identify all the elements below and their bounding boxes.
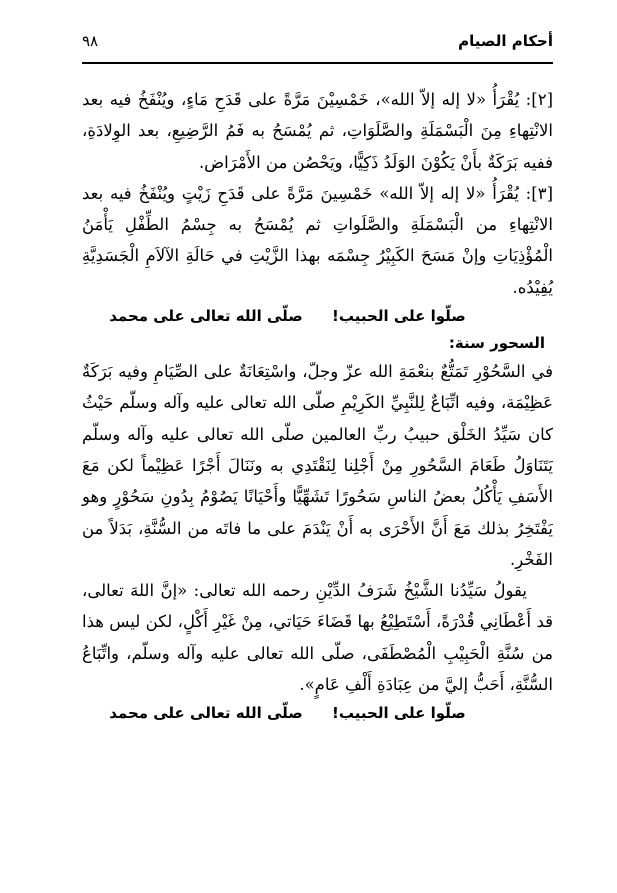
page-number: ٩٨ <box>82 32 99 50</box>
paragraph-item-2: [٢]: يُقْرَأُ «لا إله إلاّ الله»، خَمْسِيْنَ مَرَّةً على قَدَحِ مَاءٍ، ويُنْفَخُ فيه بعد الانْتِهاءِ مِنَ الْبَسْمَلَةِ والصَّلَوَاتِ، ثم يُمْسَحُ به فَمُ الرَّضِيعِ، بعد الوِلادَةِ، ففيه بَرَكَةٌ بأَنْ يَكُوْنَ الوَلَدُ ذَكِيًّا، ويَحْصُن من الأَمْرَاض. <box>82 90 553 172</box>
blessing-response: صلّى الله تعالى على محمد <box>109 704 303 723</box>
page-body <box>82 84 553 727</box>
blessing-call: صلّوا على الحبيب! <box>332 704 466 723</box>
header-divider <box>82 62 553 64</box>
blessing-response: صلّى الله تعالى على محمد <box>109 307 303 326</box>
blessing-line <box>82 303 553 330</box>
blessing-line-bottom <box>82 700 553 727</box>
paragraph-suhoor: في السَّحُوْرِ تَمَتُّعٌ بنعْمَةِ الله عزّ وجلّ، واسْتِعَانَةٌ على الصِّيَامِ وفيه بَرَكَةٌ عَظِيْمَة، وفيه اتِّبَاعٌ لِلنَّبِيِّ الكَرِيْمِ صلّى الله تعالى عليه وآله وسلّم حَيْثُ كان سَيِّدُ الخَلْق حبيبُ ربِّ العالمين صلّى الله تعالى عليه وآله وسلّم يَتَنَاوَلُ طَعَامَ السَّحُورِ مِنْ أَجْلِنا لِنَقْتَدِي به ونَنَالَ أَجْرًا عَظِيْماً لكن مَعَ الأَسَفِ يَأْكُلُ بعضُ الناسِ سَحُورًا تَشَهِّيًّا وأَحْيَانًا يَصُوْمُ بِدُونِ سَحُوْرٍ وهو يَفْتَخِرُ بذلك مَعَ أَنَّ الأَحْرَى به أَنْ يَنْدَمَ على ما فاتَه من السُّنَّةِ، بَدَلاً من الفَخْرِ. <box>82 362 553 569</box>
section-heading: السحور سنة: <box>448 334 545 353</box>
running-title: أحكام الصيام <box>458 32 553 50</box>
page-header <box>82 30 553 60</box>
paragraph-quote: يقولُ سَيِّدُنا الشَّيْخُ شَرَفُ الدِّيْنِ رحمه الله تعالى: «إنَّ اللهَ تعالى، قد أَعْطَانِي قُدْرَةً، أَسْتَطِيْعُ بها قَضَاءَ حَيَاتي، مِنْ غَيْرِ أَكْلٍ، لكن ليس هذا من سُنَّةِ الْحَبِيْبِ الْمُصْطَفَى، صلّى الله تعالى عليه وآله وسلّم، واتِّبَاعُ السُّنَّةِ، أَحَبُّ إليَّ من عِبَادَةِ أَلْفِ عَامٍ». <box>82 581 553 695</box>
paragraph-item-3: [٣]: يُقْرَأُ «لا إله إلاّ الله» خَمْسِينَ مَرَّةً على قَدَحِ زَيْتٍ ويُنْفَخُ فيه بعد الانْتِهاءِ من الْبَسْمَلَةِ والصَّلَواتِ ثم يُمْسَحُ به جِسْمُ الطِّفْلِ يَأْمَنُ الْمُؤْذِيَاتِ وإنْ مَسَحَ الكَبِيْرُ جِسْمَه بهذا الزَّيْتِ في حَالَةِ الآلاَمِ الْجَسَدِيَّةِ يُفِيْدُه. <box>82 183 553 297</box>
blessing-call: صلّوا على الحبيب! <box>332 307 466 326</box>
